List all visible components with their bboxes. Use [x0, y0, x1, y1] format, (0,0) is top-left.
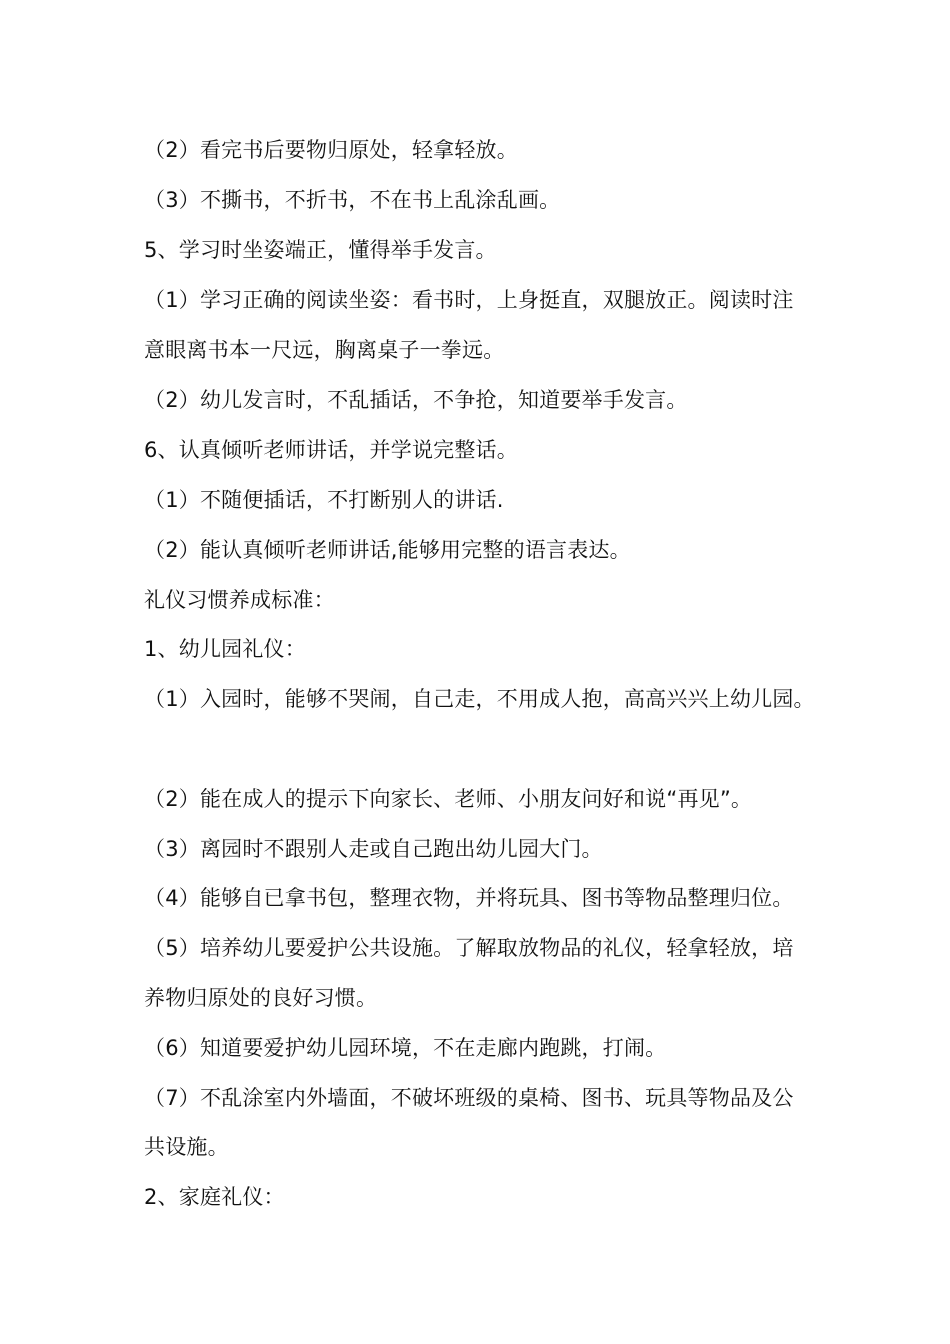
section-heading: 2、家庭礼仪：	[144, 1185, 285, 1209]
section-heading: 1、幼儿园礼仪：	[144, 637, 306, 661]
text-line: （2）看完书后要物归原处，轻拿轻放。	[144, 138, 518, 162]
text-line: （1）学习正确的阅读坐姿：看书时，上身挺直，双腿放正。阅读时注	[144, 288, 794, 312]
text-line: （2）能在成人的提示下向家长、老师、小朋友问好和说“再见”。	[144, 787, 753, 811]
text-line: （5）培养幼儿要爱护公共设施。了解取放物品的礼仪，轻拿轻放，培	[144, 936, 794, 960]
text-line: （3）不撕书，不折书，不在书上乱涂乱画。	[144, 188, 561, 212]
section-heading: 6、认真倾听老师讲话，并学说完整话。	[144, 438, 518, 462]
text-line: 意眼离书本一尺远，胸离桌子一拳远。	[144, 338, 505, 362]
text-line: 养物归原处的良好习惯。	[144, 986, 378, 1010]
text-line: （3）离园时不跟别人走或自己跑出幼儿园大门。	[144, 837, 603, 861]
text-line: （1）不随便插话，不打断别人的讲话.	[144, 488, 504, 512]
text-line: （7）不乱涂室内外墙面，不破坏班级的桌椅、图书、玩具等物品及公	[144, 1086, 794, 1110]
text-line: （4）能够自已拿书包，整理衣物，并将玩具、图书等物品整理归位。	[144, 886, 794, 910]
text-line: 共设施。	[144, 1135, 229, 1159]
text-line: （1）入园时，能够不哭闹，自己走，不用成人抱，高高兴兴上幼儿园。	[144, 687, 815, 711]
text-line: （6）知道要爱护幼儿园环境，不在走廊内跑跳，打闹。	[144, 1036, 667, 1060]
section-heading: 5、学习时坐姿端正，懂得举手发言。	[144, 238, 497, 262]
text-line: （2）幼儿发言时，不乱插话，不争抢，知道要举手发言。	[144, 388, 688, 412]
text-line: （2）能认真倾听老师讲话,能够用完整的语言表达。	[144, 538, 631, 562]
section-title: 礼仪习惯养成标准：	[144, 588, 335, 612]
